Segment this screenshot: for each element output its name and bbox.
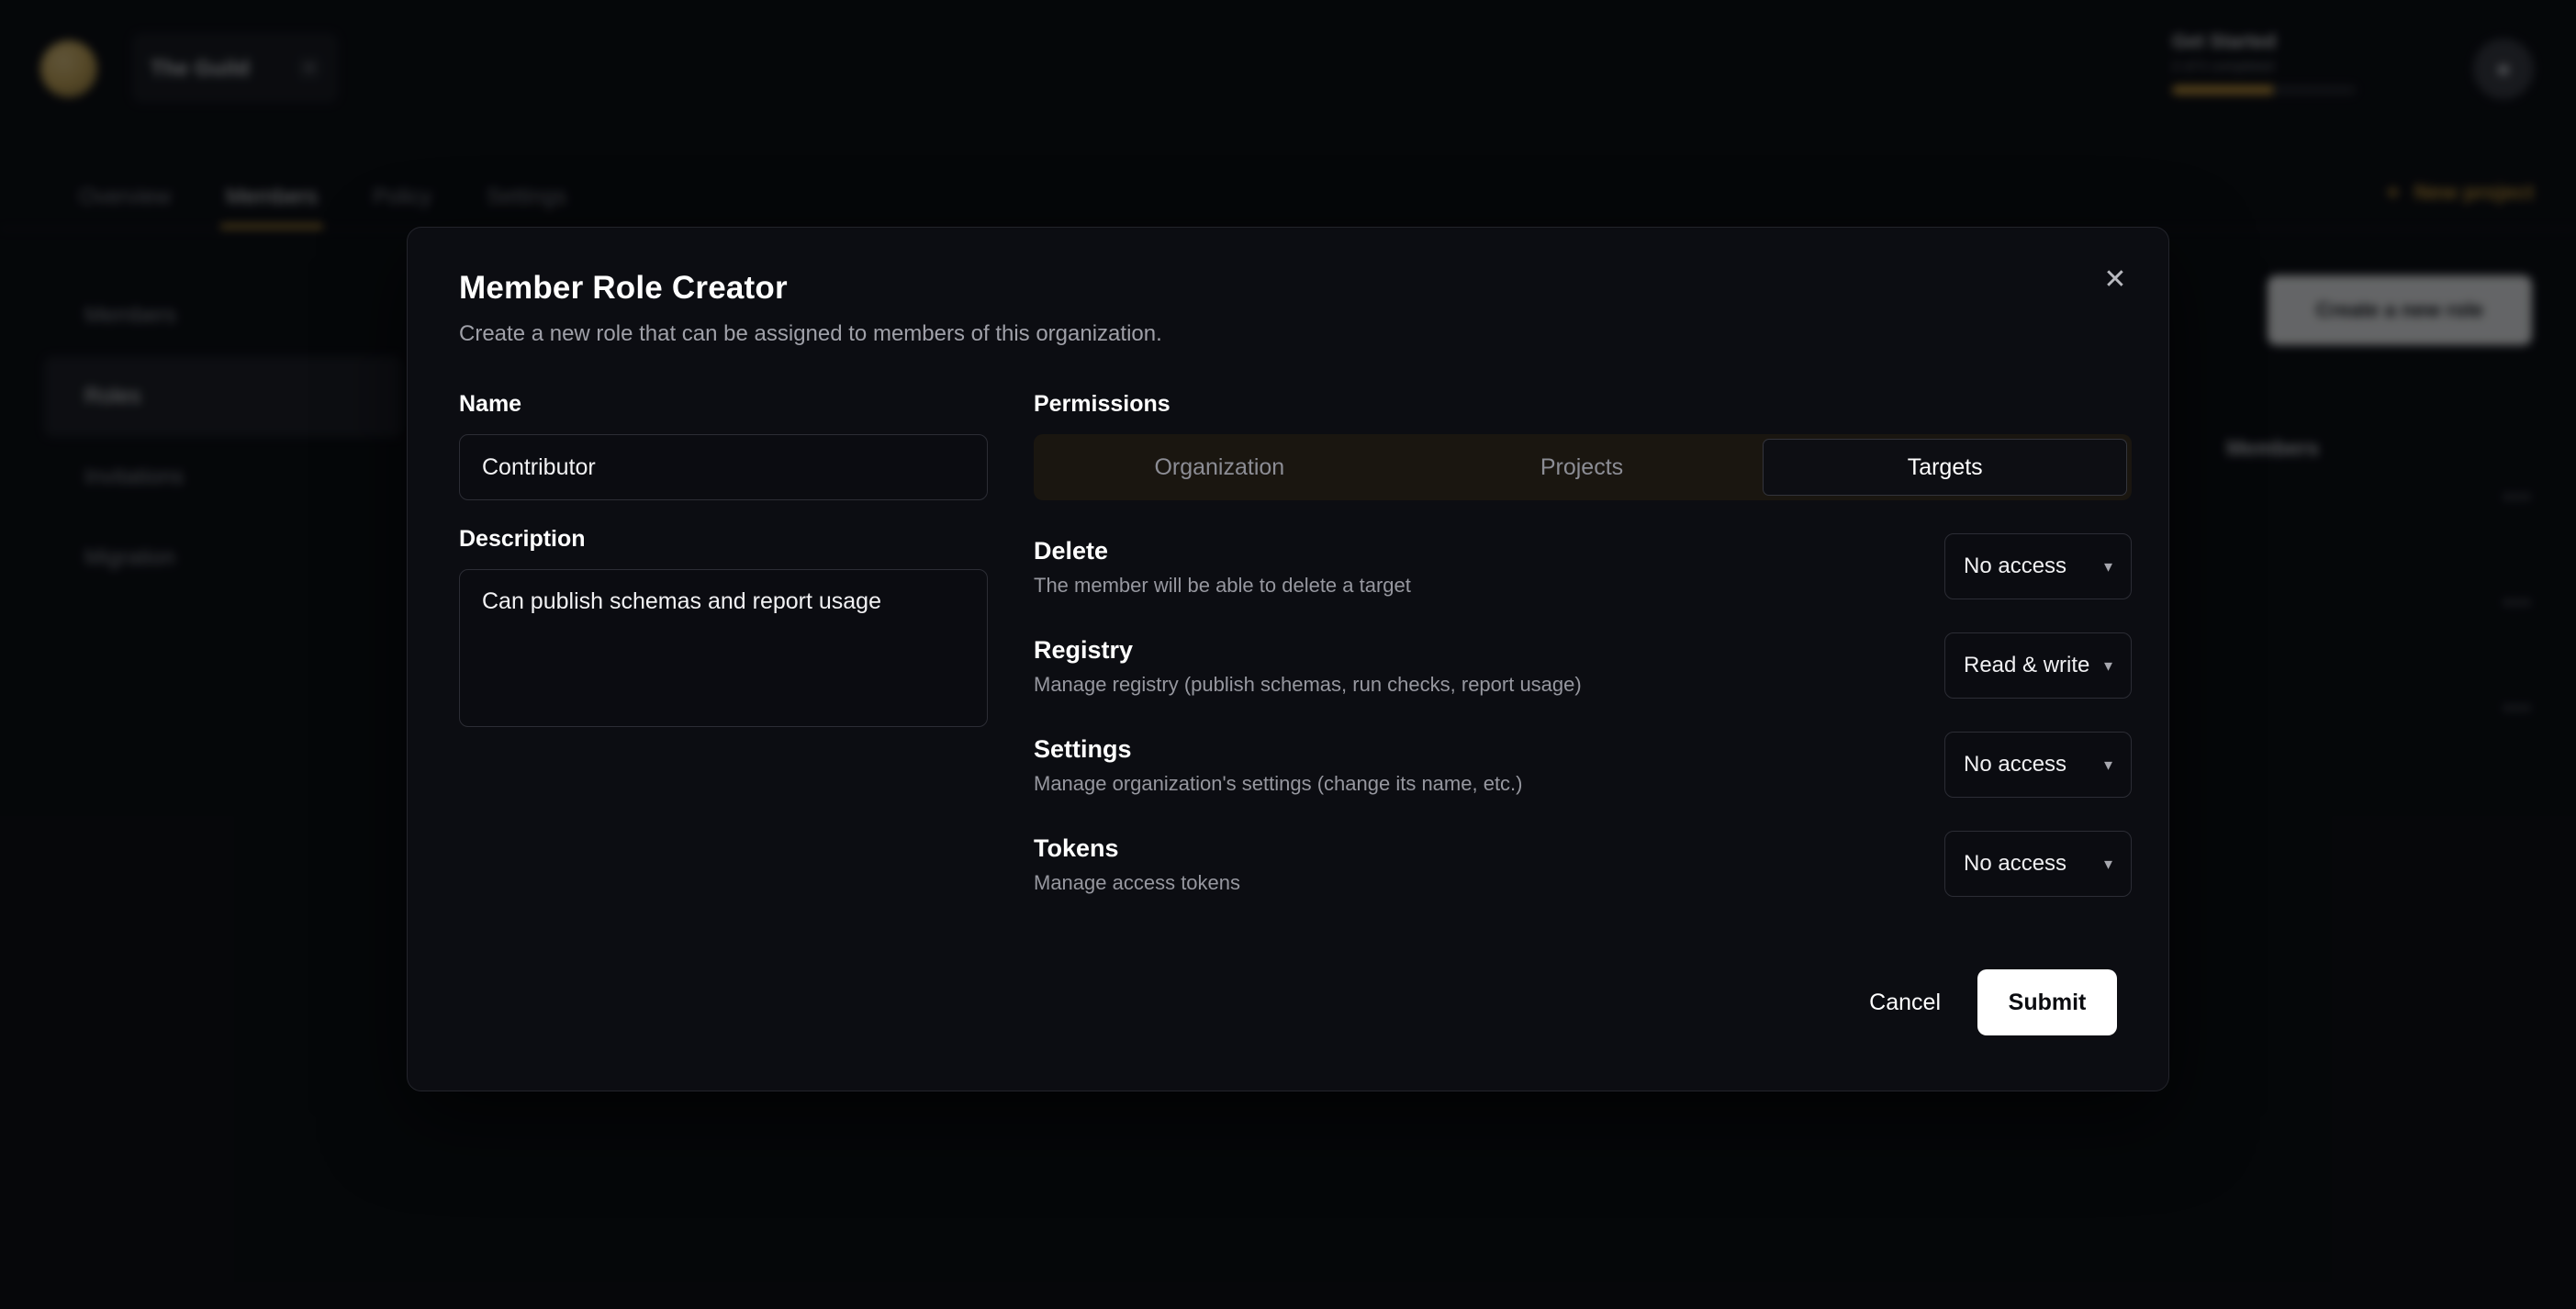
role-details-column	[459, 391, 988, 897]
registry-access-select[interactable]	[1944, 632, 2132, 699]
select-value: Read & write	[1964, 653, 2090, 677]
permission-row-settings	[1034, 732, 2132, 798]
permission-row-registry	[1034, 632, 2132, 699]
permission-title: Settings	[1034, 735, 1132, 763]
chevron-down-icon: ▾	[2103, 854, 2112, 873]
permission-description: Manage access tokens	[1034, 871, 1241, 894]
name-input[interactable]	[459, 434, 988, 500]
tab-organization[interactable]: Organization	[1154, 453, 1285, 480]
dialog-title: Member Role Creator	[459, 270, 788, 306]
permission-title: Delete	[1034, 537, 1109, 565]
permissions-tabs	[1034, 434, 2132, 500]
dialog-actions	[1860, 969, 2117, 1035]
close-icon[interactable]: ✕	[2103, 263, 2127, 295]
submit-button[interactable]: Submit	[1977, 969, 2117, 1035]
permission-title: Registry	[1034, 636, 1134, 664]
permission-row-tokens	[1034, 831, 2132, 897]
select-value: No access	[1964, 752, 2067, 777]
dialog-subtitle: Create a new role that can be assigned to members of this organization.	[459, 321, 1162, 346]
cancel-button[interactable]: Cancel	[1860, 973, 1950, 1033]
chevron-down-icon: ▾	[2103, 755, 2112, 774]
tokens-access-select[interactable]	[1944, 831, 2132, 897]
select-value: No access	[1964, 554, 2067, 578]
permissions-label: Permissions	[1034, 391, 1170, 417]
settings-access-select[interactable]	[1944, 732, 2132, 798]
member-role-creator-dialog	[407, 227, 2169, 1091]
tab-projects[interactable]: Projects	[1540, 453, 1624, 480]
name-label: Name	[459, 391, 522, 417]
permission-row-delete	[1034, 533, 2132, 599]
permission-description: Manage organization's settings (change its name, etc.)	[1034, 772, 1523, 795]
delete-access-select[interactable]	[1944, 533, 2132, 599]
permission-description: The member will be able to delete a target	[1034, 574, 1411, 597]
permissions-column	[1034, 391, 2132, 897]
select-value: No access	[1964, 851, 2067, 876]
permission-description: Manage registry (publish schemas, run checks, report usage)	[1034, 673, 1582, 696]
tab-targets[interactable]: Targets	[1763, 439, 2127, 496]
permission-title: Tokens	[1034, 834, 1119, 862]
chevron-down-icon: ▾	[2103, 655, 2112, 675]
chevron-down-icon: ▾	[2103, 556, 2112, 576]
description-textarea[interactable]	[459, 569, 988, 727]
description-label: Description	[459, 526, 586, 552]
